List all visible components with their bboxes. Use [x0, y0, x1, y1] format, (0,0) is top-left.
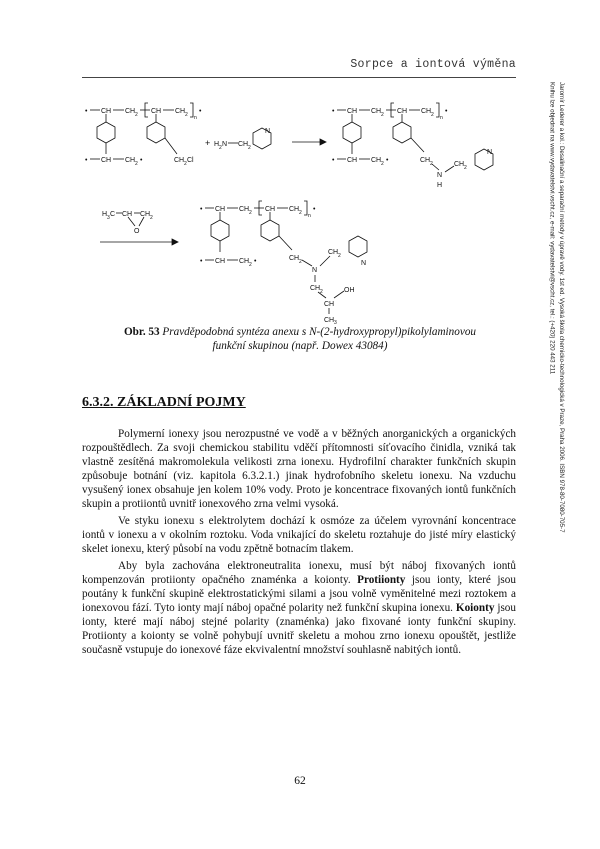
- body-text: [82, 427, 516, 660]
- term-koionty: Koionty: [455, 602, 495, 614]
- chem-subscript: 2: [135, 112, 138, 118]
- chem-subscript: 2: [338, 253, 341, 259]
- paragraph-text: jsou ionty, které mají náboj stejné polarity (znaménka) jako fixované ionty funkční skupiny. Protiionty a koionty se volně pohybují uvnitř skeletu a mohou zrno ionexu opouštět, jestliže současně vstupuje do ionexové fáze ekvivalentní množství souhlasně nabitých iontů.: [82, 602, 516, 656]
- chem-label: CH: [101, 157, 112, 164]
- chem-subscript: 2: [431, 112, 434, 118]
- chem-label: CH: [101, 108, 112, 115]
- side-citation: [547, 82, 566, 702]
- aminomethylpyridine: [205, 128, 271, 151]
- paragraph: Ve styku ionexu s elektrolytem dochází k osmóze za účelem vyrovnání koncentrace iontů v ionexu a v okolním roztoku. Voda vnikající do skeletu roztahuje do jisté míry elastický skelet ionexu, který působí na vodu zpětně botnacím tlakem.: [82, 515, 516, 555]
- chem-subscript: 2: [219, 145, 222, 151]
- chem-subscript: 3: [334, 320, 337, 324]
- page-number: 62: [294, 775, 306, 787]
- chem-label: CH: [151, 108, 162, 115]
- chain-dot: •: [445, 108, 448, 115]
- chem-subscript: 2: [430, 161, 433, 167]
- chem-label: CH: [310, 285, 321, 292]
- chem-label: CH: [289, 206, 300, 213]
- chem-label: CH: [420, 157, 431, 164]
- chem-label: H: [102, 211, 108, 218]
- paragraph: [82, 559, 516, 657]
- reactant-polymer: [85, 103, 202, 167]
- chem-label: CH: [289, 255, 300, 262]
- chain-dot: •: [386, 157, 389, 164]
- chem-subscript: 2: [320, 289, 323, 295]
- paragraph: Polymerní ionexy jsou nerozpustné ve vodě a v běžných anorganických a organických rozpouštědlech. Za svoji chemickou stabilitu vděčí přítomnosti síťovacího činidla, vzniká tak vlastně zesítěná makromolekula velikosti zrna ionexu. Hydrofilní charakter funkčních skupin způsobuje botnání (viz. kapitola 6.3.2.1.) jinak hydrofobního skeletu ionexu. Na vzduchu vysušený ionex obsahuje jen kolem 10% vody. Proto je koncentrace fixovaných iontů funkčních skupin a protiiontů uvnitř ionexového zrna velmi vysoká.: [82, 428, 516, 510]
- chain-dot: •: [313, 206, 316, 213]
- side-citation-line-1: Jaromír Lederer a kol.: Desalinační a separační metody v úpravě vody. 1st ed. Vysoká škola chemicko-technologická v Praze, Praha 2006. ISBN 978-80-7080-705-7: [558, 82, 565, 533]
- chem-subscript: 2: [249, 262, 252, 268]
- chem-label: Cl: [187, 157, 194, 164]
- chem-label: CH: [397, 108, 408, 115]
- chem-subscript: 2: [184, 161, 187, 167]
- chain-dot: •: [85, 108, 88, 115]
- side-citation-line-2: Knihu lze objednat na www.vydavatelstvi.vscht.cz, e-mail: vydavatelstvi@vscht.cz, tel.: (+420) 220 443 211: [548, 82, 556, 375]
- chem-label: CH: [125, 108, 136, 115]
- chem-label: N: [487, 149, 493, 156]
- chem-subscript: n: [308, 213, 311, 219]
- chem-subscript: n: [440, 115, 443, 121]
- chem-label: OH: [344, 287, 355, 294]
- figure-caption: [100, 325, 500, 353]
- reaction-arrow-1: [292, 139, 326, 145]
- chem-subscript: 2: [248, 145, 251, 151]
- chem-label: CH: [454, 161, 465, 168]
- chem-label: CH: [239, 206, 250, 213]
- chem-label: H: [214, 141, 220, 148]
- chem-label: CH: [122, 211, 133, 218]
- chem-label: H: [437, 182, 443, 189]
- figure-caption-text-2: funkční skupinou (např. Dowex 43084): [212, 340, 388, 352]
- chain-dot: •: [332, 108, 335, 115]
- chain-dot: •: [85, 157, 88, 164]
- chem-subscript: 2: [299, 259, 302, 265]
- reaction-scheme-figure: [82, 92, 522, 324]
- chem-label: N: [265, 128, 271, 135]
- chem-label: C: [110, 211, 116, 218]
- running-header: Sorpce a iontová výměna: [350, 58, 516, 71]
- term-protiionty: Protiionty: [357, 574, 406, 586]
- chem-label: CH: [215, 206, 226, 213]
- plus-sign: +: [205, 138, 211, 148]
- chem-label: O: [134, 228, 140, 235]
- figure-caption-text: Pravděpodobná syntéza anexu s N-(2-hydroxypropyl)pikolylaminovou: [162, 326, 477, 338]
- chain-dot: •: [332, 157, 335, 164]
- chem-subscript: 2: [249, 210, 252, 216]
- section-heading: 6.3.2. ZÁKLADNÍ POJMY: [82, 395, 246, 410]
- chem-label: N: [437, 172, 443, 179]
- chem-label: CH: [215, 258, 226, 265]
- chem-subscript: 2: [135, 161, 138, 167]
- chem-subscript: 2: [464, 165, 467, 171]
- chem-label: CH: [324, 301, 335, 308]
- chem-label: CH: [421, 108, 432, 115]
- chain-dot: •: [200, 258, 203, 265]
- figure-caption-label: Obr. 53: [123, 326, 160, 338]
- chem-label: CH: [328, 249, 339, 256]
- chem-label: N: [361, 260, 367, 267]
- chem-subscript: 2: [381, 161, 384, 167]
- chem-subscript: n: [194, 115, 197, 121]
- paragraph-text: Aby byla zachována elektroneutralita ionexu, musí být náboj fixovaných iontů kompenzován protiionty opačného znaménka a koionty.: [82, 560, 516, 586]
- chem-subscript: 2: [299, 210, 302, 216]
- chem-label: CH: [265, 206, 276, 213]
- chem-label: CH: [347, 108, 358, 115]
- chem-label: N: [312, 267, 318, 274]
- chem-label: N: [222, 141, 228, 148]
- chem-label: CH: [324, 317, 335, 324]
- paragraph-text: jsou ionty, které jsou poutány k funkční skupině elektrostatickými silami a jsou volně vyměnitelné mezi roztokem a ionexovou fází. Tyto ionty mají náboj opačné polarity než funkční skupina ionexu.: [82, 574, 516, 614]
- chem-subscript: 2: [150, 215, 153, 221]
- chem-subscript: 2: [381, 112, 384, 118]
- chem-label: CH: [238, 141, 249, 148]
- chem-label: CH: [371, 157, 382, 164]
- intermediate-product: [332, 103, 493, 189]
- chem-label: CH: [174, 157, 185, 164]
- final-product: [200, 201, 367, 324]
- chem-label: CH: [239, 258, 250, 265]
- chain-dot: •: [200, 206, 203, 213]
- chain-dot: •: [140, 157, 143, 164]
- reaction-arrow-2: [100, 239, 178, 245]
- chain-dot: •: [254, 258, 257, 265]
- chem-label: CH: [371, 108, 382, 115]
- chem-label: CH: [125, 157, 136, 164]
- chem-label: CH: [347, 157, 358, 164]
- chem-subscript: 2: [185, 112, 188, 118]
- chem-subscript: 3: [107, 215, 110, 221]
- propylene-oxide: [102, 211, 153, 235]
- header-rule: [82, 77, 516, 78]
- chain-dot: •: [199, 108, 202, 115]
- chem-label: CH: [175, 108, 186, 115]
- chem-label: CH: [140, 211, 151, 218]
